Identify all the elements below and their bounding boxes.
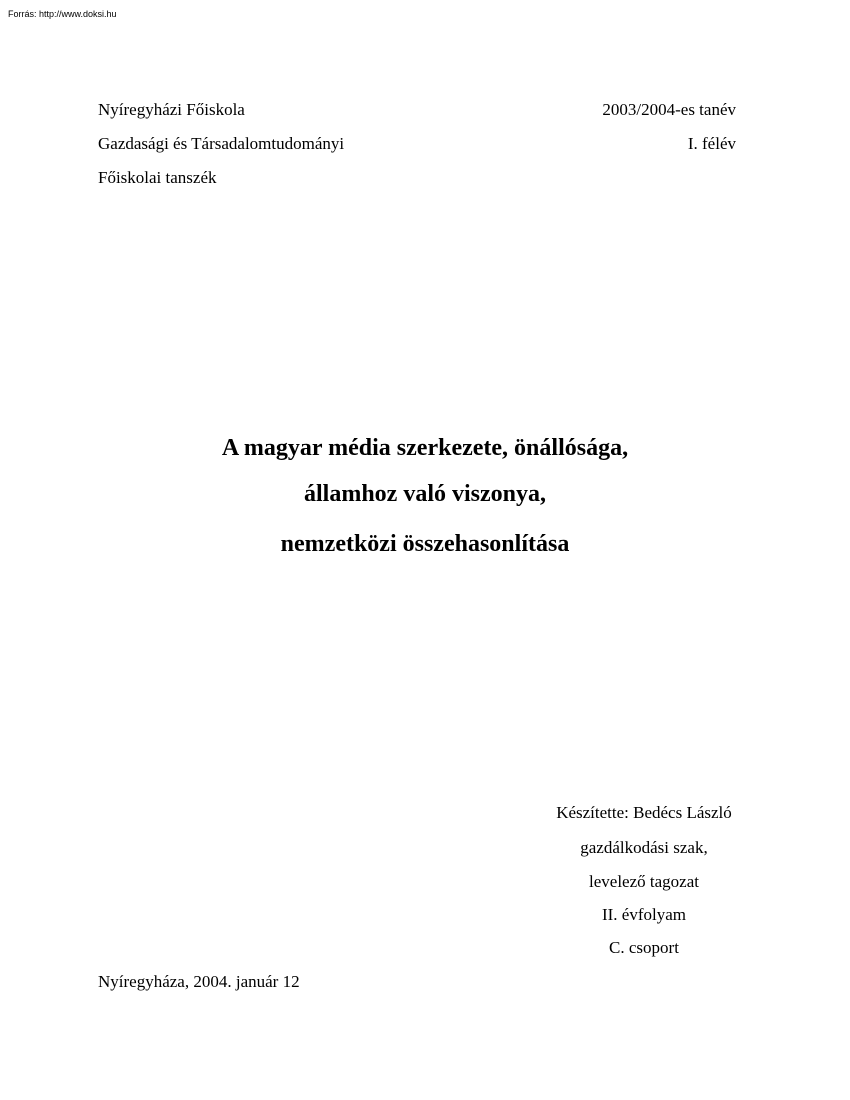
semester: I. félév: [687, 134, 736, 153]
author-year: II. évfolyam: [601, 905, 687, 924]
author-major: gazdálkodási szak,: [580, 838, 708, 857]
title-line-3: nemzetközi összehasonlítása: [280, 531, 570, 557]
author-name: Készítette: Bedécs László: [556, 803, 732, 822]
department-name: Főiskolai tanszék: [98, 168, 217, 187]
source-note: Forrás: http://www.doksi.hu: [8, 9, 117, 19]
institution-name: Nyíregyházi Főiskola: [98, 100, 245, 119]
academic-year: 2003/2004-es tanév: [602, 100, 736, 119]
place-date: Nyíregyháza, 2004. január 12: [98, 972, 300, 991]
faculty-name: Gazdasági és Társadalomtudományi: [98, 134, 345, 153]
title-line-1: A magyar média szerkezete, önállósága,: [221, 435, 629, 461]
title-line-2: államhoz való viszonya,: [303, 481, 546, 507]
author-group: C. csoport: [609, 938, 679, 957]
author-study-mode: levelező tagozat: [589, 872, 699, 891]
